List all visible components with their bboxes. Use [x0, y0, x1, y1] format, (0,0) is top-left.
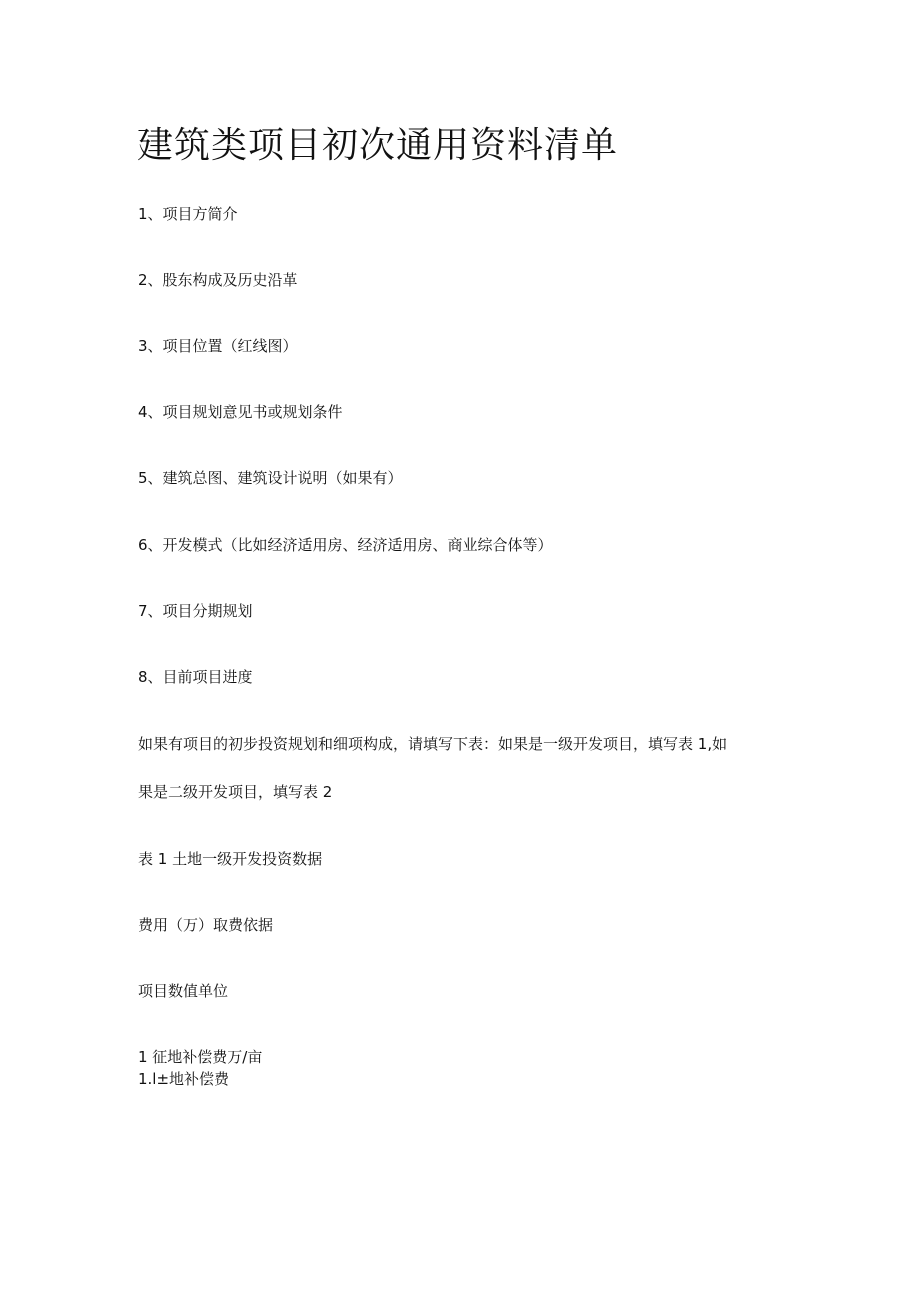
instruction-paragraph-line-2: 果是二级开发项目，填写表 2: [138, 783, 333, 801]
list-item: 3、项目位置（红线图）: [138, 337, 298, 355]
table-1-caption: 表 1 土地一级开发投资数据: [138, 850, 323, 868]
instruction-paragraph-line-1: 如果有项目的初步投资规划和细项构成，请填写下表：如果是一级开发项目，填写表 1,如: [138, 735, 728, 753]
list-item: 5、建筑总图、建筑设计说明（如果有）: [138, 469, 403, 487]
table-1-row: 1 征地补偿费万/亩: [138, 1048, 263, 1066]
table-1-header-row-2: 项目数值单位: [138, 982, 229, 1000]
table-1-header-row-1: 费用（万）取费依据: [138, 916, 274, 934]
list-item: 6、开发模式（比如经济适用房、经济适用房、商业综合体等）: [138, 536, 553, 554]
list-item: 2、股东构成及历史沿革: [138, 271, 298, 289]
list-item: 1、项目方简介: [138, 205, 238, 223]
list-item: 4、项目规划意见书或规划条件: [138, 403, 343, 421]
list-item: 8、目前项目进度: [138, 668, 253, 686]
table-1-row: 1.l±地补偿费: [138, 1070, 230, 1088]
document-title: 建筑类项目初次通用资料清单: [137, 125, 619, 166]
list-item: 7、项目分期规划: [138, 602, 253, 620]
